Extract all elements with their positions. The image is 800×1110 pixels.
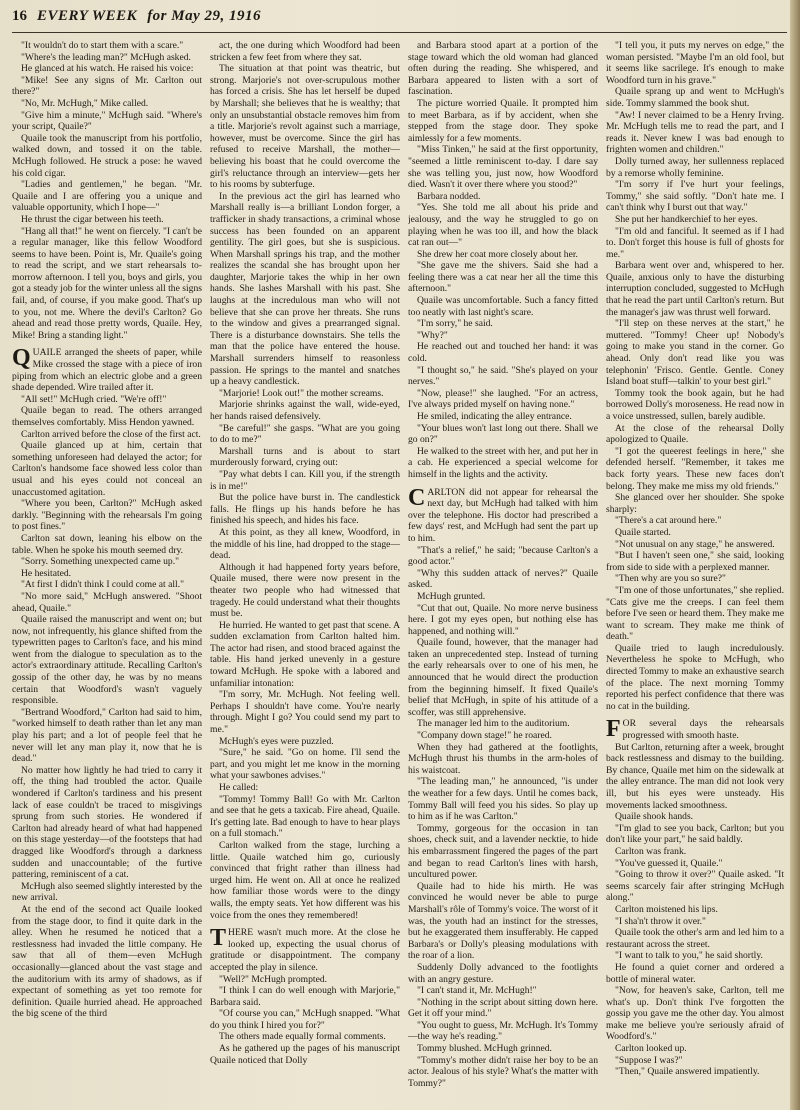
paragraph: Quaile began to read. The others arranged themselves comfortably. Miss Hendon yawned. [12,405,202,428]
paragraph: "I got the queerest feelings in here," she defended herself. "Remember, it takes me back forty years. These new faces don't belong. They make me miss my old friends." [606,445,784,492]
paragraph: He hurried. He wanted to get past that scene. A sudden exclamation from Carlton halted him. The actor had risen, and stood braced against the table. His hand jerked unevenly in a gesture toward McHugh. He spoke with a labored and unfamiliar intonation: [210,619,400,689]
paragraph: When they had gathered at the footlights, McHugh thrust his thumbs in the arm-holes of his waistcoat. [408,741,598,776]
paragraph: Quaile tried to laugh incredulously. Nevertheless he spoke to McHugh, who directed Tommy to make an exhaustive search of the place. The next morning Tommy reported his perfect confidence that there was no cat in the building. [606,642,784,712]
text-column-2 [210,40,400,1106]
paragraph: She glanced over her shoulder. She spoke sharply: [606,492,784,515]
paragraph: "Sure," he said. "Go on home. I'll send the part, and you might let me know in the morning what your sawbones advises." [210,747,400,782]
paragraph: "Then why are you so sure?" [615,573,726,585]
paragraph: "No, Mr. McHugh," Mike called. [21,97,149,109]
text-column-1 [12,40,202,1106]
paragraph: "I sha'n't throw it over." [615,915,706,927]
paragraph: McHugh grunted. [417,590,486,602]
paragraph: FOR several days the rehearsals progressed with smooth haste. [606,716,784,743]
paragraph: "I think I can do well enough with Marjorie," Barbara said. [210,985,400,1008]
paragraph: The others made equally formal comments. [219,1031,386,1043]
paragraph: "I'm one of those unfortunates," she replied. "Cats give me the creeps. I can feel them before I've seen or heard them. They make me want to scream. They make me think of death." [606,584,784,643]
paragraph: act, the one during which Woodford had been stricken a few feet from where they sat. [210,40,400,63]
paragraph: "Why?" [417,329,448,341]
paragraph: "Company down stage!" he roared. [417,730,552,742]
paragraph: "Where's the leading man?" McHugh asked. [21,51,191,63]
page-number: 16 [12,8,27,24]
paragraph: "All set!" McHugh cried. "We're off!" [21,393,167,405]
paragraph: "No more said," McHugh answered. "Shoot ahead, Quaile." [12,590,202,614]
paragraph: McHugh's eyes were puzzled. [219,735,334,747]
paragraph: "I want to talk to you," he said shortly. [615,950,763,962]
paragraph: In the previous act the girl has learned who Marshall really is—a brilliant London forger, a trafficker in shady transactions, a criminal whose success has been founded on an apparent gentility. The girl goes, but she is suspicious. When Marshall springs his trap, and the mother realizes the scandal she has brought upon her daughter, Marjorie takes the whip in her own hands. She lashes Marshall with his past. She laughs at the incredulous man who will not believe that she can prove her threats. She runs to the window and gives a prearranged signal. There is a disturbance downstairs. She tells the man that the police have entered the house. Marshall surrenders himself to reasonless passion. He springs to the mantel and snatches up a heavy candlestick. [210,190,400,388]
paragraph: Tommy took the book again, but he had borrowed Dolly's moroseness. He read now in a voice unstressed, sullen, barely audible. [606,387,784,422]
paragraph: Carlton walked from the stage, lurching a little. Quaile watched him go, curiously convinced that fright rather than illness had urged him. He went on. All at once he realized how familiar those words were to the dingy walls, the empty seats. Yet how different was his voice from the ones they remembered! [210,839,400,921]
paragraph: "Tommy! Tommy Ball! Go with Mr. Carlton and see that he gets a taxicab. Fire ahead, Quaile. It's getting late. Bad enough to have to hear plays on a full stomach." [210,793,400,840]
paragraph: "Tommy's mother didn't raise her boy to be an actor. Jealous of his style? What's the matter with Tommy?" [408,1054,598,1089]
paragraph: No matter how lightly he had tried to carry it off, the thing had troubled the actor. Quaile wondered if Carlton's tardiness and his present lack of ease couldn't be traced to misgivings sprung from such stories. He wondered if Carlton had already heard of what had happened on this stage yesterday—of the footsteps that had dragged like Woodford's through a darkness sudden and unaccountable; of the furtive pattering, reminiscent of a cat. [12,764,202,881]
paragraph: At this point, as they all knew, Woodford, in the middle of his line, had dropped to the stage—dead. [210,526,400,562]
paragraph: "I'm sorry," he said. [417,318,493,330]
paragraph: "It wouldn't do to start them with a scare." [21,40,184,51]
paragraph: Quaile took the other's arm and led him to a restaurant across the street. [606,927,784,950]
paragraph: Carlton arrived before the close of the first act. [21,428,201,440]
issue-date: for May 29, 1916 [147,8,262,24]
paragraph: He glanced at his watch. He raised his voice: [21,63,194,75]
paragraph: Tommy, gorgeous for the occasion in tan shoes, check suit, and a lavender necktie, to hide his embarrassment fingered the pages of the part and began to read Carlton's lines with harsh, uncultured power. [408,822,598,881]
paragraph: "Well?" McHugh prompted. [219,973,328,985]
paragraph: "Marjorie! Look out!" the mother screams. [219,387,384,399]
paragraph: THERE wasn't much more. At the close he looked up, expecting the usual chorus of gratitude or disappointment. The company accepted the play in silence. [210,925,400,973]
paragraph: As he gathered up the pages of his manuscript Quaile noticed that Dolly [210,1043,400,1066]
paragraph: "Nothing in the script about sitting down here. Get it off your mind." [408,996,598,1020]
paragraph: He smiled, indicating the alley entrance. [417,411,572,422]
paragraph: "Cut that out, Quaile. No more nerve business here. I got my eyes open, but nothing else has happened, and nothing will." [408,602,598,637]
paragraph: He thrust the cigar between his teeth. [21,213,164,225]
paragraph: "Then," Quaile answered impatiently. [615,1066,760,1078]
paragraph: "I tell you, it puts my nerves on edge," the woman persisted. "Maybe I'm an old fool, but it seems like sacrilege. It's enough to make Woodford turn in his grave." [606,40,784,86]
paragraph: "I thought so," he said. "She's played on your nerves." [408,364,598,388]
paragraph: "Now, please!" she laughed. "For an actress, I've always prided myself on having none." [408,387,598,411]
paragraph: "Mike! See any signs of Mr. Carlton out there?" [12,74,202,98]
paragraph: "Hang all that!" he went on fiercely. "I can't be a regular manager, like this fellow Woodford seems to have been. Point is, Mr. Quaile's going to read the script, and we start rehearsals to-morrow afternoon. I tell you, boys and girls, you got a steady job for the winter unless all the signs fail, and, of course, if you make good. That's up to you, not me. Where the devil's Carlton? Go ahead and read those pretty words, Quaile. Hey, Mike! Bring a standing light." [12,225,202,341]
paragraph: She put her handkerchief to her eyes. [615,213,758,225]
paragraph: "You ought to guess, Mr. McHugh. It's Tommy—the way he's reading." [408,1019,598,1043]
paragraph: and Barbara stood apart at a portion of the stage toward which the old woman had glanced often during the reading. She whispered, and Barbara appeared to listen with a sort of fascination. [408,40,598,98]
paragraph: "I'm glad to see you back, Carlton; but you don't like your part," he said baldly. [606,822,784,846]
paragraph: "Where you been, Carlton?" McHugh asked darkly. "Beginning with the rehearsals I'm going to post fines." [12,498,202,533]
paragraph: He called: [219,782,259,793]
paragraph: He hesitated. [21,567,72,579]
paragraph: "Pay what debts I can. Kill you, if the strength is in me!" [210,468,400,492]
header-rule [12,32,787,33]
paragraph: The picture worried Quaile. It prompted him to meet Barbara, as if by accident, when she stepped from the stage door. They spoke aimlessly for a few moments. [408,97,598,144]
paragraph: "Be careful!" she gasps. "What are you going to do to me?" [210,422,400,446]
paragraph: "Your blues won't last long out there. Shall we go on?" [408,422,598,446]
paragraph: "Suppose I was?" [615,1054,683,1066]
paragraph: Quaile shook hands. [615,811,694,823]
paragraph: Suddenly Dolly advanced to the footlights with an angry gesture. [408,961,598,985]
paragraph: "I'll step on these nerves at the start," he muttered. "Tommy! Cheer up! Nobody's going to make you stand in the corner. Go ahead. Only don't read like you was telephonin' 'Frisco. Gentle. Gentle. Coney Island boat stuff—talkin' to your best girl." [606,318,784,388]
paragraph: She drew her coat more closely about her. [417,248,578,260]
paragraph: "The leading man," he announced, "is under the weather for a few days. Until he comes back, Tommy Ball will feed you his sides. So play up to him as if he was Carlton." [408,776,598,823]
paragraph: Quaile had to hide his mirth. He was convinced he would never be able to purge Marshall's rôle of Tommy's voice. The worst of it was, the youth had an instinct for the stresses, but he exaggerated them insufferably. He capped Barbara's or Dolly's pleasing modulations with the roar of a lion. [408,880,598,962]
paragraph: CARLTON did not appear for rehearsal the next day, but McHugh had talked with him over the telephone. His doctor had prescribed a few days' rest, and McHugh had sent the part up to him. [408,484,598,544]
paragraph: "That's a relief," he said; "because Carlton's a good actor." [408,544,598,568]
paragraph: At the close of the rehearsal Dolly apologized to Quaile. [606,422,784,446]
paragraph: Marshall turns and is about to start murderously forward, crying out: [210,445,400,469]
paragraph: Quaile started. [615,526,671,538]
paragraph: "She gave me the shivers. Said she had a feeling there was a cat near her all the time this afternoon." [408,260,598,295]
paragraph: Carlton moistened his lips. [615,903,718,915]
paragraph: "Why this sudden attack of nerves?" Quaile asked. [408,567,598,591]
paragraph: Barbara nodded. [417,190,481,202]
paragraph: "But I haven't seen one," she said, looking from side to side with a perplexed manner. [606,550,784,573]
paragraph: "Of course you can," McHugh snapped. "What do you think I hired you for?" [210,1008,400,1031]
paragraph: Dolly turned away, her sullenness replaced by a remorse wholly feminine. [606,155,784,179]
paragraph: Marjorie shrinks against the wall, wide-eyed, her hands raised defensively. [210,399,400,422]
paragraph: Carlton sat down, leaning his elbow on the table. When he spoke his mouth seemed dry. [12,532,202,556]
publication-title: EVERY WEEK [37,8,138,24]
paragraph: Quaile took the manuscript from his portfolio, walked down, and tossed it on the table. McHugh followed. He struck a pose: he waved his cold cigar. [12,132,202,179]
paragraph: He reached out and touched her hand: it was cold. [408,341,598,365]
paragraph: "Ladies and gentlemen," he began. "Mr. Quaile and I are offering you a unique and valuable opportunity, which I hope—" [12,179,202,214]
paragraph: Quaile raised the manuscript and went on; but now, not infrequently, his glance shifted from the typewritten pages to Carlton's face, and his mind went from the dialogue to speculation as to the actor's extraordinary attitude. Recalling Carlton's gossip of the other day, he was by no means certain that Woodford's wasn't vaguely responsible. [12,614,202,707]
paragraph: QUAILE arranged the sheets of paper, while Mike crossed the stage with a piece of iron piping from which an electric globe and a green shade depended. Wire trailed after it. [12,345,202,394]
paragraph: Carlton looked up. [615,1043,687,1055]
paragraph: "Yes. She told me all about his pride and jealousy, and the way he struggled to go on playing when he was too ill, and how the black cat ran out—" [408,202,598,249]
paragraph: "Give him a minute," McHugh said. "Where's your script, Quaile?" [12,109,202,133]
paragraph: "At first I didn't think I could come at all." [21,579,185,591]
paragraph: But the police have burst in. The candlestick falls. He flings up his hands before he has finished his speech, and hides his face. [210,492,400,527]
paragraph: "I can't stand it, Mr. McHugh!" [417,985,537,997]
paragraph: Although it had happened forty years before, Quaile mused, there were now present in the theater two people who had witnessed that tragedy. He could understand what their thoughts must be. [210,561,400,620]
paragraph: He walked to the street with her, and put her in a cab. He experienced a special welcome for himself in the lights and the activity. [408,445,598,480]
paragraph: "Going to throw it over?" Quaile asked. "It seems scarcely fair after stringing McHugh along." [606,869,784,904]
paragraph: Quaile sprang up and went to McHugh's side. Tommy slammed the book shut. [606,86,784,109]
paragraph: "I'm old and fanciful. It seemed as if I had to. Don't forget this house is full of ghosts for me." [606,225,784,260]
page-header [12,8,772,34]
paragraph: "I'm sorry if I've hurt your feelings, Tommy," she said softly. "Don't hate me. I can't think why I burst out that way." [606,179,784,214]
paragraph: McHugh also seemed slightly interested by the new arrival. [12,880,202,904]
paragraph: "Now, for heaven's sake, Carlton, tell me what's up. Don't think I've forgotten the gossip you gave me the other day. You almost make me believe you're seriously afraid of Woodford's." [606,985,784,1043]
paragraph: Tommy blushed. McHugh grinned. [417,1043,552,1055]
text-column-3 [408,40,598,1106]
paragraph: But Carlton, returning after a week, brought back restlessness and dismay to the building. By chance, Quaile met him on the sidewalk at the alley entrance. The man did not look very ill, but his eyes were unsteady. His movements lacked smoothness. [606,741,784,811]
paragraph: "There's a cat around here." [615,515,722,527]
paragraph: "Bertrand Woodford," Carlton had said to him, "worked himself to death rather than let any man play his part; and a lot of people feel that he never will let any man play it, now that he is dead." [12,706,202,765]
paragraph: Barbara went over and, whispered to her. Quaile, anxious only to have the disturbing interruption concluded, suggested to McHugh that he read the part until Carlton's return. But the manager's jaw was thrust well forward. [606,260,784,318]
paragraph: "Not unusual on any stage," he answered. [615,538,775,550]
paragraph: The situation at that point was theatric, but strong. Marjorie's not over-scrupulous mother has forced a crisis. She has let herself be duped by Marshall; she believes that he is wealthy; that only an unsubstantial obstacle removes him from a title. Marjorie's revolt against such a marriage, however, must be overcome. Since the girl has refused to receive Marshall, the mother—believing his boast that he could overcome the girl's reluctance through an interview—gets her to his rooms by subterfuge. [210,63,400,191]
paragraph: "You've guessed it, Quaile." [615,857,723,869]
paragraph: "Miss Tinken," he said at the first opportunity, "seemed a little reminiscent to-day. I dare say she was telling you, just now, how Woodford died. Wasn't it over there where you stood?" [408,144,598,191]
paragraph: Carlton was frank. [615,845,687,857]
page-edge [790,0,800,1110]
paragraph: Quaile was uncomfortable. Such a fancy fitted too neatly with last night's scare. [408,295,598,318]
paragraph: "Sorry. Something unexpected came up." [21,556,180,568]
paragraph: He found a quiet corner and ordered a bottle of mineral water. [606,961,784,985]
paragraph: At the end of the second act Quaile looked from the stage door, to find it quite dark in the alley. When he resumed he noticed that a restlessness had invaded the little company. He saw that all of them—even McHugh occasionally—glanced about the vast stage and the auditorium with its army of shadows, as if expectant of something as yet too remote for definition. Quaile hurried ahead. He approached the big scene of the third [12,903,202,1020]
paragraph: "I'm sorry, Mr. McHugh. Not feeling well. Perhaps I shouldn't have come. You're nearly through. Might I go? You could send my part to me." [210,689,400,736]
text-column-4 [606,40,784,1106]
paragraph: Quaile glanced up at him, certain that something unforeseen had delayed the actor; for Carlton's handsome face showed less color than usual and his eyes could not conceal an unaccustomed agitation. [12,440,202,498]
paragraph: "Aw! I never claimed to be a Henry Irving. Mr. McHugh tells me to read the part, and I reads it. Never knew I was bad enough to frighten women and children." [606,109,784,156]
paragraph: Quaile found, however, that the manager had taken an unprecedented step. Instead of turning the early rehearsals over to one of his men, he announced that he would direct the production from the beginning himself. It fixed Quaile's belief that McHugh, in spite of his attitude of a scoffer, was still apprehensive. [408,637,598,718]
paragraph: The manager led him to the auditorium. [417,718,570,730]
